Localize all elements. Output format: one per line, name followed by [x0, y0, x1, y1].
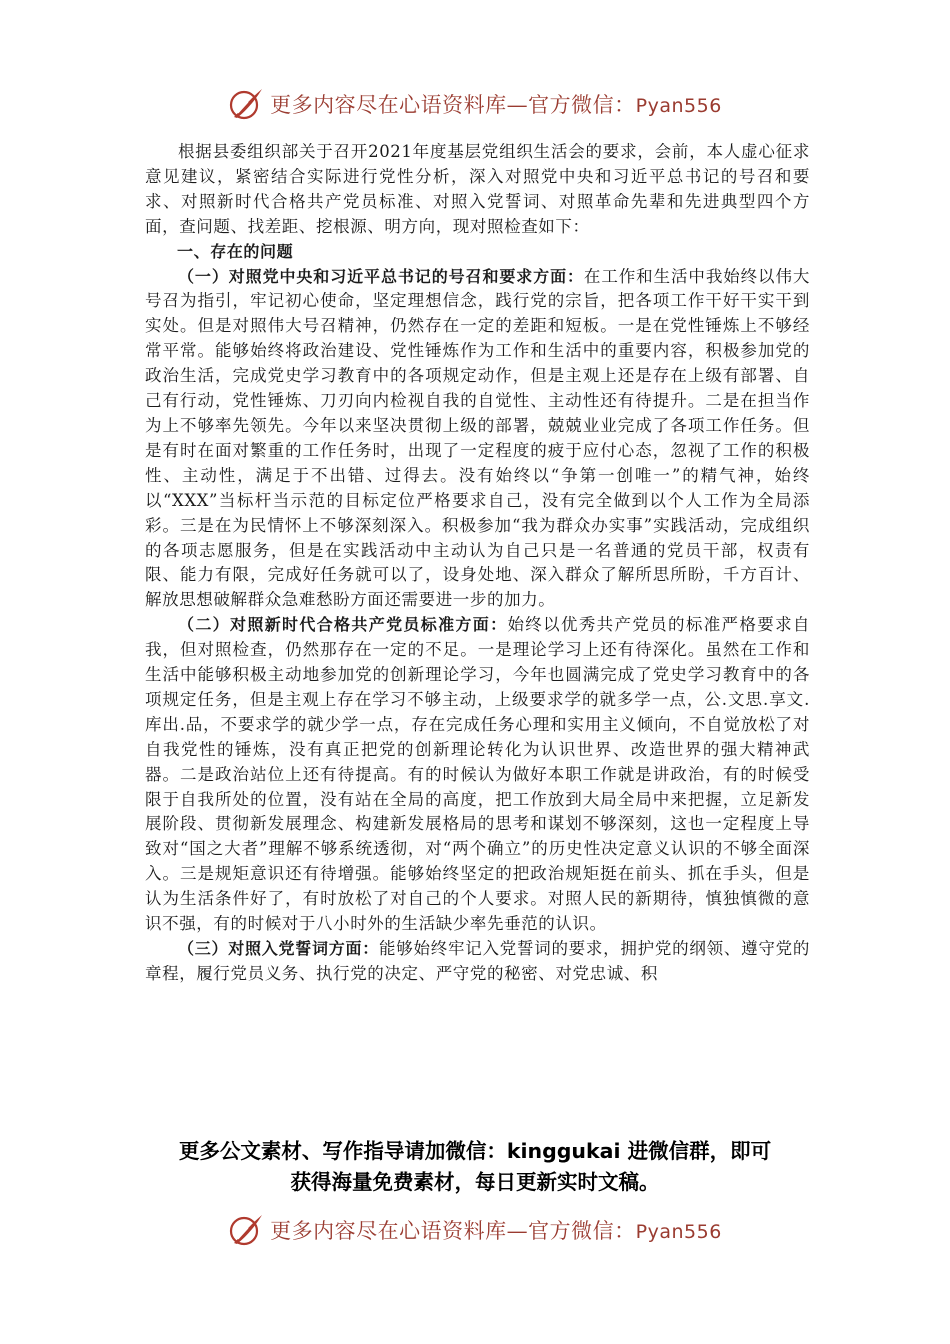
promo-line-1: 更多公文素材、写作指导请加微信：kinggukai 进微信群，即可 — [178, 1139, 772, 1163]
item-1-paragraph — [145, 265, 810, 614]
item-3-paragraph — [145, 937, 810, 987]
item-3-body: 能够始终牢记入党誓词的要求，拥护党的纲领、遵守党的章程，履行党员义务、执行党的决定、严守党的秘密、对党忠诚、积 — [145, 939, 810, 983]
item-1-title: （一）对照党中央和习近平总书记的号召和要求方面： — [178, 266, 584, 286]
section-heading: 一、存在的问题 — [177, 241, 294, 261]
promo-block — [100, 1136, 850, 1198]
quill-pen-logo-icon — [228, 87, 264, 121]
intro-paragraph: 根据县委组织部关于召开2021年度基层党组织生活会的要求，会前，本人虚心征求意见建议，紧密结合实际进行党性分析，深入对照党中央和习近平总书记的号召和要求、对照新时代合格共产党员标准、对照入党誓词、对照革命先辈和先进典型四个方面，查问题、找差距、挖根源、明方向，现对照检查如下： — [145, 142, 810, 236]
promo-line-2: 获得海量免费素材，每日更新实时文稿。 — [290, 1170, 660, 1194]
header-banner-text: 更多内容尽在心语资料库—官方微信：Pyan556 — [270, 93, 722, 117]
footer-banner — [0, 1210, 950, 1250]
item-2-body: 始终以优秀共产党员的标准严格要求自我，但对照检查，仍然那存在一定的不足。一是理论学习上还有待深化。虽然在工作和生活中能够积极主动地参加党的创新理论学习，今年也圆满完成了党史学习教育中的各项规定任务，但是主观上存在学习不够主动，上级要求学的就多学一点，公.文思.享文.库出.品，不要求学的就少学一点，存在完成任务心理和实用主义倾向，不自觉放松了对自我党性的锤炼，没有真正把党的创新理论转化为认识世界、改造世界的强大精神武器。二是政治站位上还有待提高。有的时候认为做好本职工作就是讲政治，有的时候受限于自我所处的位置，没有站在全局的高度，把工作放到大局全局中来把握，立足新发展阶段、贯彻新发展理念、构建新发展格局的思考和谋划不够深刻，这也一定程度上导致对“国之大者”理解不够系统透彻，对“两个确立”的历史性决定意义认识的不够全面深入。三是规矩意识还有待增强。能够始终坚定的把政治规矩挺在前头、抓在手头，但是认为生活条件好了，有时放松了对自己的个人要求。对照人民的新期待，慎独慎微的意识不强，有的时候对于八小时外的生活缺少率先垂范的认识。 — [145, 615, 811, 934]
item-2-title: （二）对照新时代合格共产党员标准方面： — [178, 615, 508, 635]
item-3-title: （三）对照入党誓词方面： — [178, 939, 379, 958]
document-body — [145, 140, 810, 987]
item-2-paragraph — [145, 613, 810, 937]
quill-pen-logo-icon — [228, 1213, 264, 1247]
item-1-body: 在工作和生活中我始终以伟大号召为指引，牢记初心使命，坚定理想信念，践行党的宗旨，把各项工作干好干实干到实处。但是对照伟大号召精神，仍然存在一定的差距和短板。一是在党性锤炼上不够经常平常。能够始终将政治建设、党性锤炼作为工作和生活中的重要内容，积极参加党的政治生活，完成党史学习教育中的各项规定动作，但是主观上还是存在上级有部署、自己有行动，党性锤炼、刀刃向内检视自我的自觉性、主动性还有待提升。二是在担当作为上不够率先领先。今年以来坚决贯彻上级的部署，兢兢业业完成了各项工作任务。但是有时在面对繁重的工作任务时，出现了一定程度的疲于应付心态，忽视了工作的积极性、主动性，满足于不出错、过得去。没有始终以“争第一创唯一”的精气神，始终以“XXX”当标杆当示范的目标定位严格要求自己，没有完全做到以个人工作为全局添彩。三是在为民情怀上不够深刻深入。积极参加“我为群众办实事”实践活动，完成组织的各项志愿服务，但是在实践活动中主动认为自己只是一名普通的党员干部，权责有限、能力有限，完成好任务就可以了，设身处地、深入群众了解所思所盼，千方百计、解放思想破解群众急难愁盼方面还需要进一步的加力。 — [145, 266, 810, 610]
footer-banner-text: 更多内容尽在心语资料库—官方微信：Pyan556 — [270, 1219, 722, 1243]
header-banner — [0, 84, 950, 124]
